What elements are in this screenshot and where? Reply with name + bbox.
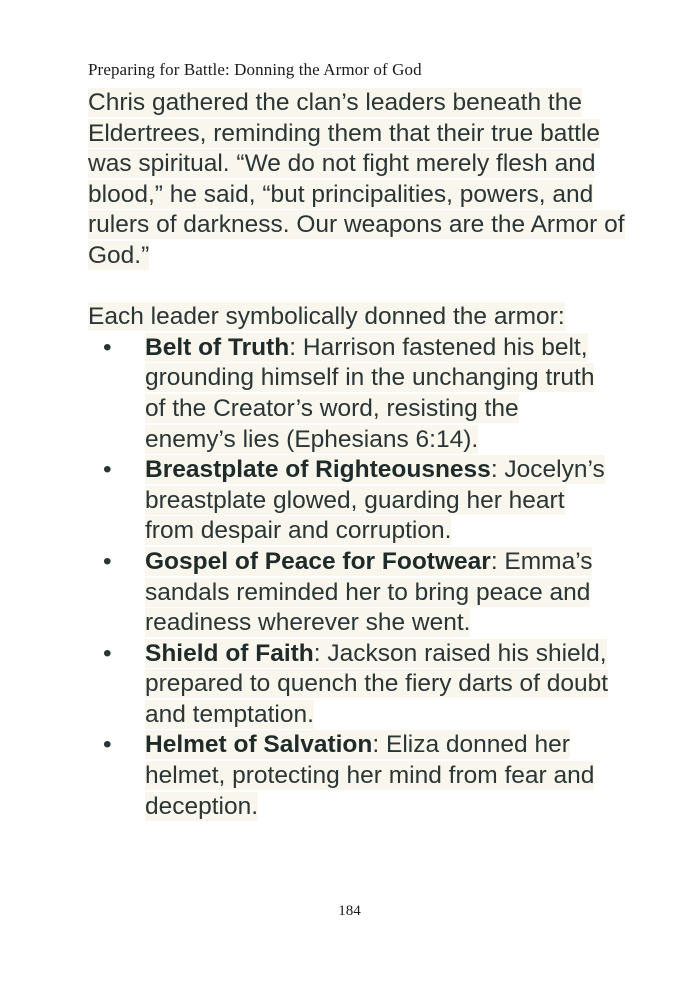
list-item-belt-of-truth [88,333,615,455]
armor-term: Helmet of Salvation [145,731,373,759]
armor-term: Belt of Truth [145,333,290,361]
list-item-helmet-of-salvation [88,730,615,822]
armor-list [88,333,628,823]
list-item-gospel-of-peace [88,547,615,639]
armor-description: : Jocelyn’s breastplate glowed, guarding her heart from despair and corruption. [145,456,605,545]
armor-description: : Harrison fastened his belt, grounding himself in the unchanging truth of the Creator’s word, resisting the enemy’s lies (Ephesians 6:14). [145,333,595,453]
armor-description: : Emma’s sandals reminded her to bring peace and readiness wherever she went. [145,547,593,637]
armor-description: : Eliza donned her helmet, protecting her mind from fear and deception. [145,731,595,820]
list-item-shield-of-faith [88,639,615,731]
body-text [88,88,628,822]
running-head: Preparing for Battle: Donning the Armor of God [88,60,422,79]
armor-term: Breastplate of Righteousness [145,456,491,484]
bullet-icon: • [103,639,112,667]
list-intro-paragraph: Each leader symbolically donned the armor: [88,303,565,331]
bullet-icon: • [103,547,112,575]
bullet-icon: • [103,731,112,759]
opening-paragraph: Chris gathered the clan’s leaders beneath the Eldertrees, reminding them that their true battle was spiritual. “We do not fight merely flesh and blood,” he said, “but principalities, powers, and rulers of darkness. Our weapons are the Armor of God.” [88,89,625,269]
list-item-breastplate-of-righteousness [88,455,615,547]
paragraph-spacer [88,272,628,303]
armor-term: Shield of Faith [145,639,314,667]
page-number: 184 [338,903,361,919]
armor-term: Gospel of Peace for Footwear [145,547,491,575]
armor-description: : Jackson raised his shield, prepared to quench the fiery darts of doubt and temptation. [145,639,609,728]
bullet-icon: • [103,333,112,361]
bullet-icon: • [103,456,112,484]
